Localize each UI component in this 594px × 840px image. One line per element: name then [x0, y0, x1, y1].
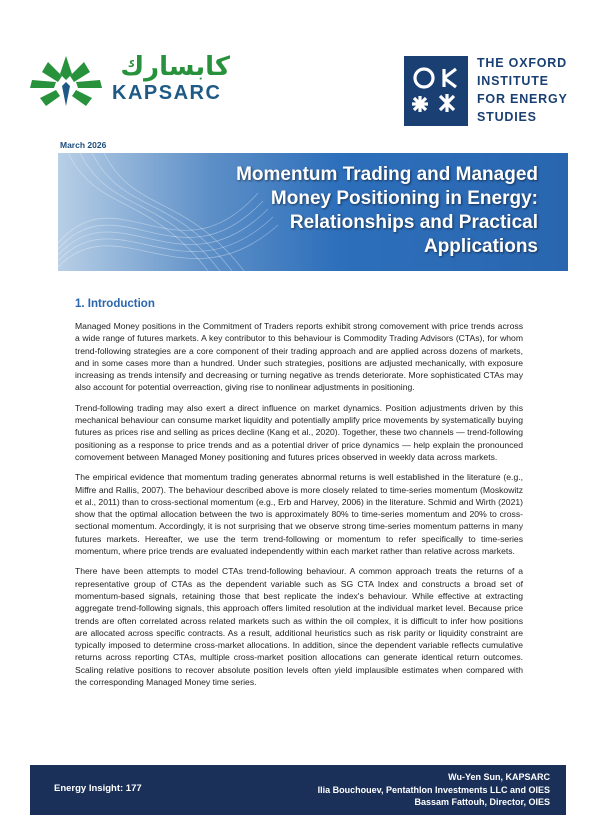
paragraph: Managed Money positions in the Commitment of Traders reports exhibit strong comovement with price trends across a wide range of futures markets. A key contributor to this behaviour is Commodity Trading Advisors (CTAs), for whom trend-following strategies are a core component of their trading approach and are applied across dozens of markets, and in some cases more than a hundred. Under such strategies, positions are adjusted mechanically, with exposure increasing as trends intensify and decreasing or turning negative as trends deteriorate. More sophisticated CTAs may also account for potential overreaction, giving rise to nonlinear adjustments in positioning.	[75, 321, 523, 393]
kapsarc-star-icon	[26, 52, 106, 108]
footer-bar	[30, 765, 566, 815]
oies-line: INSTITUTE	[477, 74, 549, 88]
oies-line: STUDIES	[477, 110, 537, 124]
oies-knot-icon	[404, 56, 468, 126]
author-list	[318, 771, 550, 809]
paragraph: The empirical evidence that momentum trading generates abnormal returns is well established in the literature (e.g., Miffre and Rallis, 2007). The behaviour described above is more closely related to time-series momentum (Moskowitz et al., 2011) than to cross-sectional momentum (e.g., Erb and Harvey, 2006) in the literature. Schmid and Wirth (2021) show that the optimal allocation between the two is approximately 80% to time-series momentum and 20% to cross-sectional momentum. Accordingly, it is not surprising that we observe strong time-series momentum patterns in many futures markets. Hereafter, we use the term trend-following or momentum to refer specifically to time-series momentum, where price trends are evaluated independently within each market rather than relative across markets.	[75, 472, 523, 557]
title-line: Momentum Trading and Managed	[236, 164, 538, 185]
paragraph: There have been attempts to model CTAs trend-following behaviour. A common approach treats the returns of a representative group of CTAs as the dependent variable such as SG CTA Index and constructs a broad set of momentum-based signals, retaining those that best replicate the index's behaviour. While effective at extracting aggregate trend-following signals, this approach offers limited resolution at the individual market level. Because price trends are often correlated across related markets such as within the oil complex, it is difficult to infer how positions are allocated across specific contracts. As a result, additional heuristics such as risk parity or liquidity constraint are typically imposed to determine cross-market allocations. In addition, since the dependent variable reflects cumulative returns across reporting CTAs, multiple cross-market position allocations can generate identical return outcomes. Scaling relative positions to recover absolute position levels often yield implausible estimates when compared with the corresponding Managed Money time series.	[75, 566, 523, 688]
oies-line: THE OXFORD	[477, 56, 567, 70]
document-title	[158, 163, 538, 259]
title-line: Money Positioning in Energy:	[270, 188, 538, 209]
kapsarc-wordmark: KAPSARC	[112, 82, 222, 104]
body-text	[75, 320, 523, 696]
section-heading: 1. Introduction	[75, 298, 155, 310]
series-label: Energy Insight: 177	[54, 783, 142, 794]
author-line: Ilia Bouchouev, Pentathlon Investments LLC and OIES	[317, 784, 550, 795]
paragraph: Trend-following trading may also exert a direct influence on market dynamics. Position adjustments driven by this mechanical behaviour can consume market liquidity and potentially amplify price movements by systematically buying futures as prices rise and selling as prices decline (Kang et al., 2020). Together, these two channels — trend-following positioning as a response to price trends and as a potential driver of price dynamics — help explain the pronounced comovement between Managed Money positioning and futures prices observed in weekly data across markets.	[75, 402, 523, 462]
publication-date: March 2026	[60, 140, 107, 150]
kapsarc-arabic-wordmark: كابسارك	[120, 52, 230, 82]
author-line: Wu-Yen Sun, KAPSARC	[448, 772, 550, 782]
oies-line: FOR ENERGY	[477, 92, 568, 106]
title-line: Relationships and Practical	[289, 212, 538, 233]
title-line: Applications	[423, 236, 538, 257]
kapsarc-logo	[26, 50, 236, 110]
title-banner	[58, 153, 568, 271]
oies-logo	[404, 56, 572, 126]
oies-wordmark	[477, 54, 577, 126]
author-line: Bassam Fattouh, Director, OIES	[414, 797, 550, 807]
